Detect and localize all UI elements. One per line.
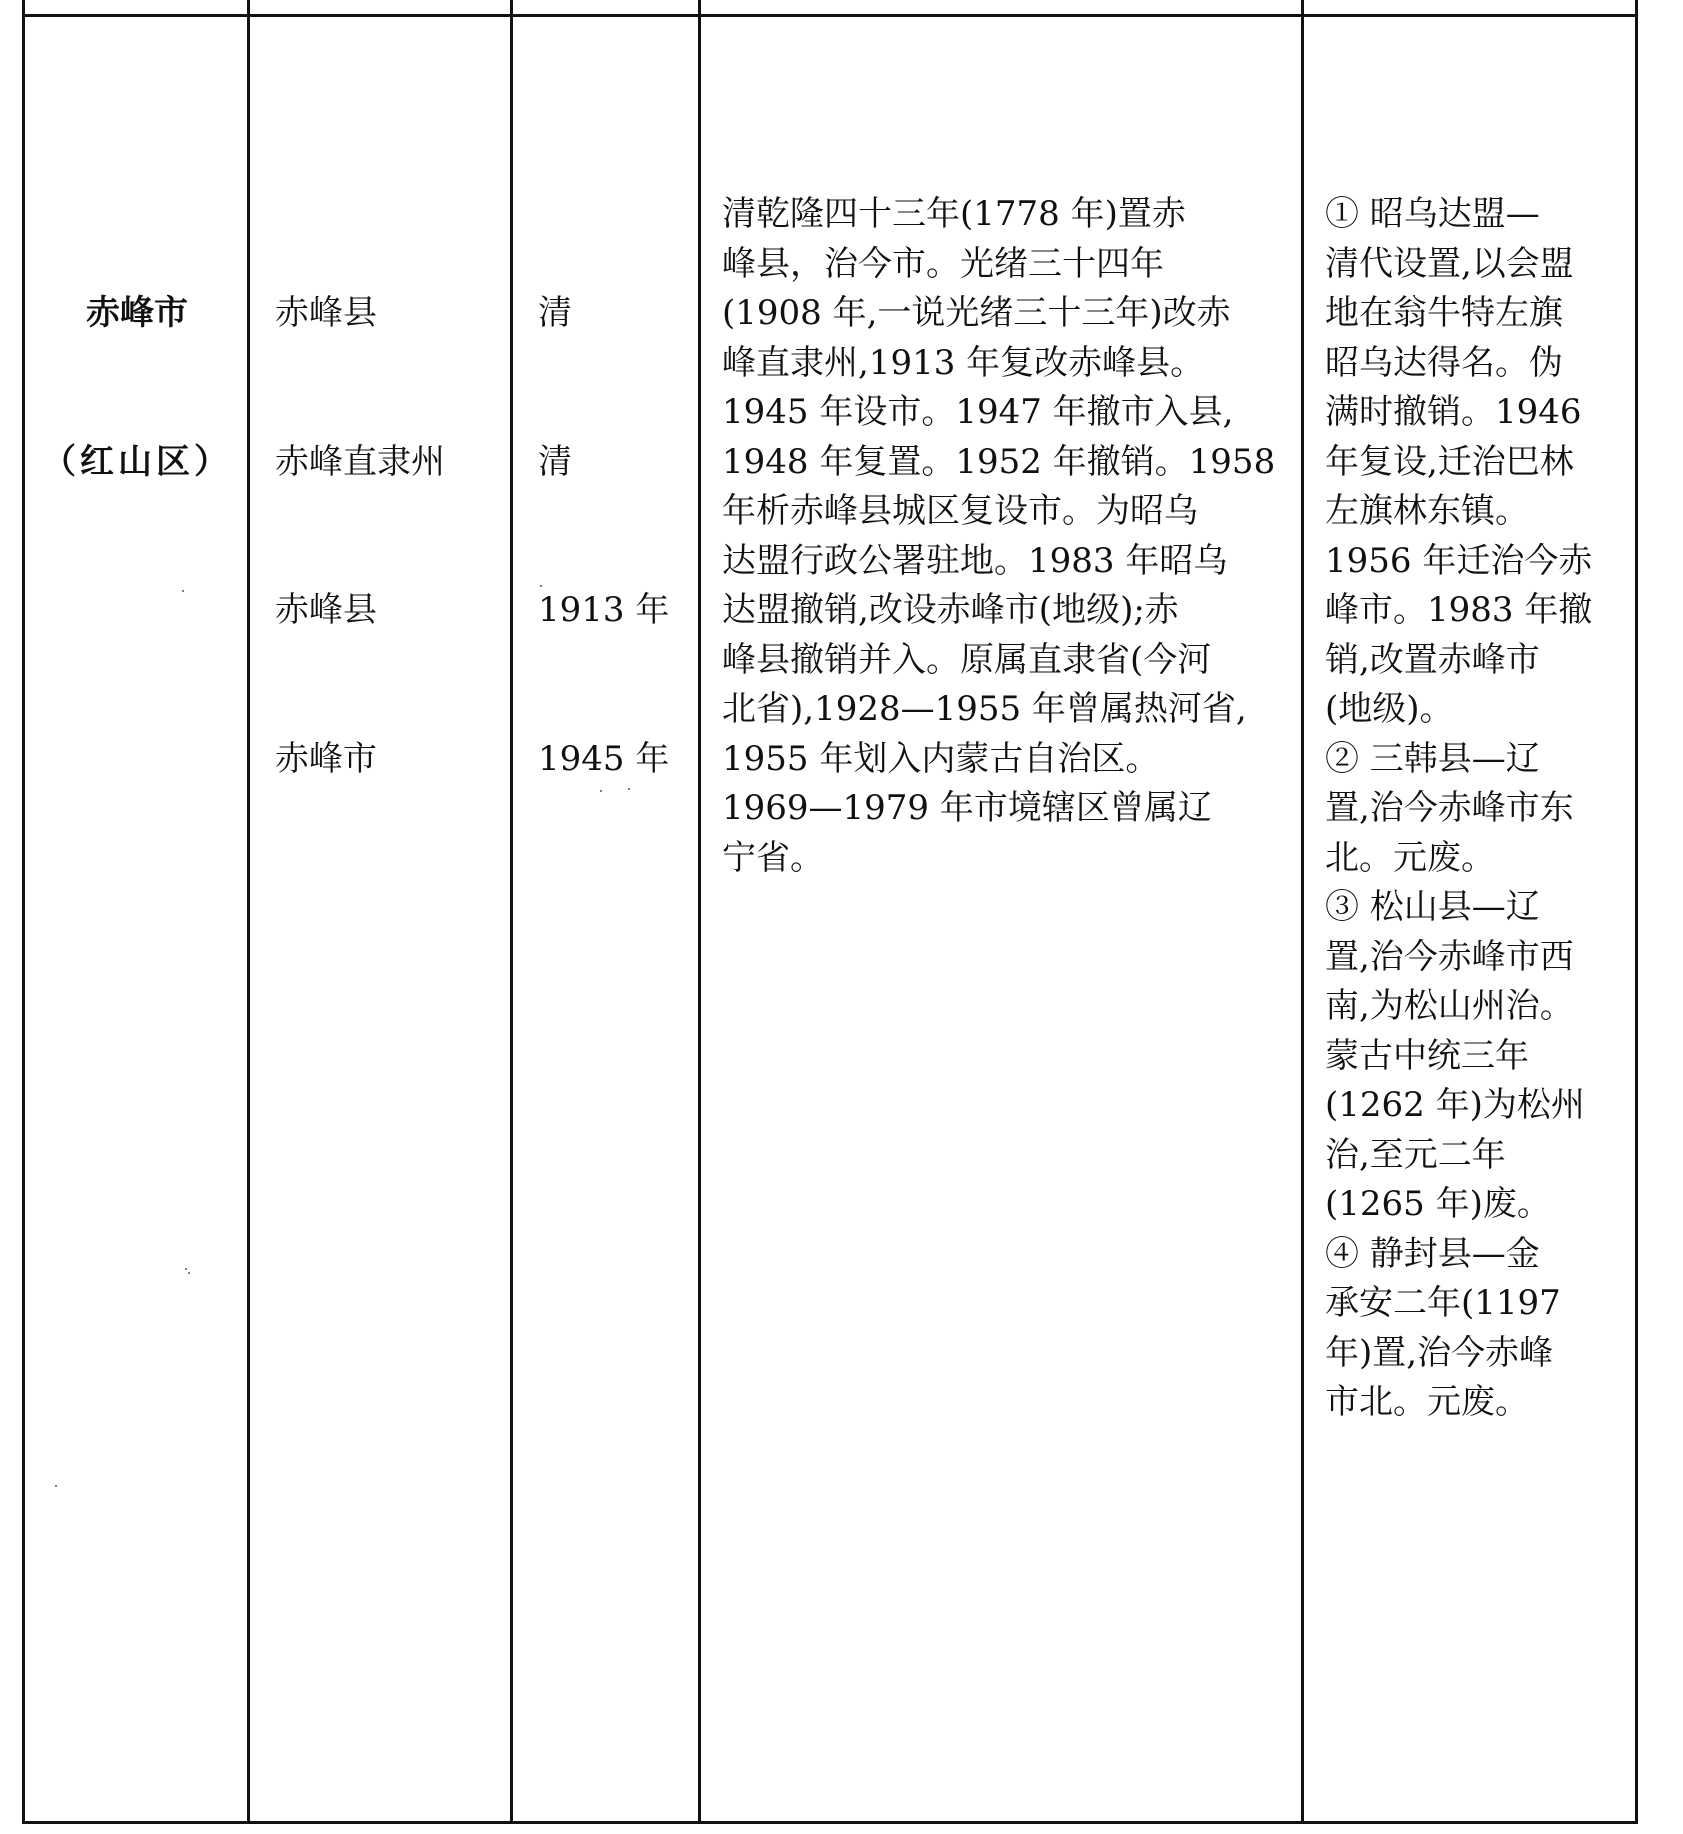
scan-speck [188,1272,190,1274]
column-rule [1301,14,1304,1824]
note-line: 蒙古中统三年 [1325,1035,1529,1076]
history-line: 北省),1928—1955 年曾属热河省, [722,689,1247,729]
period: 1945 年 [538,738,670,779]
history-line: 达盟撤销,改设赤峰市(地级);赤 [722,590,1179,630]
history-line: 宁省。 [722,837,824,878]
note-line: 年复设,迁治巴林 [1325,441,1574,482]
scan-speck [600,790,602,792]
history-line: (1908 年,一说光绪三十三年)改赤 [722,293,1231,333]
current-name-cell [26,190,248,586]
period: 清 [538,441,572,482]
column-rule [698,14,701,1824]
period: 清 [538,293,572,333]
history-line: 峰直隶州,1913 年复改赤峰县。 [722,342,1205,383]
note-line: ① 昭乌达盟— [1325,194,1540,234]
note-line: 置,治今赤峰市西 [1325,936,1574,977]
scan-speck [55,1485,57,1487]
column-rule-stub [1635,0,1638,16]
historical-name: 赤峰县 [275,590,377,630]
history-cell [722,190,1280,883]
note-line: ④ 静封县—金 [1325,1233,1540,1274]
note-line: 昭乌达得名。伪 [1325,342,1563,383]
note-line: ③ 松山县—辽 [1325,887,1540,927]
historical-names-cell [275,190,500,883]
history-line: 1945 年设市。1947 年撤市入县, [722,392,1234,432]
history-line: 峰县，治今市。光绪三十四年 [722,243,1164,284]
scan-speck [540,585,542,587]
note-line: 市北。元废。 [1325,1382,1529,1422]
note-line: 治,至元二年 [1325,1134,1506,1175]
note-line: (1262 年)为松州 [1325,1085,1585,1125]
history-line: 达盟行政公署驻地。1983 年昭乌 [722,540,1228,581]
note-line: 置,治今赤峰市东 [1325,788,1574,828]
history-line: 年析赤峰县城区复设市。为昭乌 [722,491,1198,531]
note-line: 地在翁牛特左旗 [1325,293,1563,333]
history-line: 1948 年复置。1952 年撤销。1958 [722,441,1276,482]
history-line: 1955 年划入内蒙古自治区。 [722,738,1160,779]
note-line: (地级)。 [1325,689,1454,729]
periods-cell [538,190,688,883]
note-line: 1956 年迁治今赤 [1325,540,1593,581]
scan-speck [185,1268,187,1270]
historical-name: 赤峰直隶州 [275,441,445,482]
scan-speck [628,788,630,790]
notes-cell [1325,190,1615,1428]
historical-name: 赤峰市 [275,738,377,779]
period: 1913 年 [538,590,670,630]
note-line: 销,改置赤峰市 [1325,639,1540,680]
note-line: (1265 年)废。 [1325,1184,1551,1224]
history-line: 峰县撤销并入。原属直隶省(今河 [722,639,1212,680]
note-line: 南,为松山州治。 [1325,986,1574,1026]
note-line: 满时撤销。1946 [1325,392,1582,432]
city-name: 赤峰市 [86,293,188,333]
historical-name: 赤峰县 [275,293,377,333]
district-name: （红山区） [42,441,232,482]
note-line: 峰市。1983 年撤 [1325,590,1593,630]
scan-speck [182,590,184,592]
history-line: 清乾隆四十三年(1778 年)置赤 [722,194,1186,234]
note-line: ② 三韩县—辽 [1325,738,1540,779]
column-rule-stub [22,0,25,16]
note-line: 左旗林东镇。 [1325,491,1529,531]
note-line: 北。元废。 [1325,837,1495,878]
column-rule [510,14,513,1824]
history-line: 1969—1979 年市境辖区曾属辽 [722,788,1212,828]
note-line: 清代设置,以会盟 [1325,243,1574,284]
note-line: 年)置,治今赤峰 [1325,1332,1554,1373]
note-line: 承安二年(1197 [1325,1283,1561,1323]
